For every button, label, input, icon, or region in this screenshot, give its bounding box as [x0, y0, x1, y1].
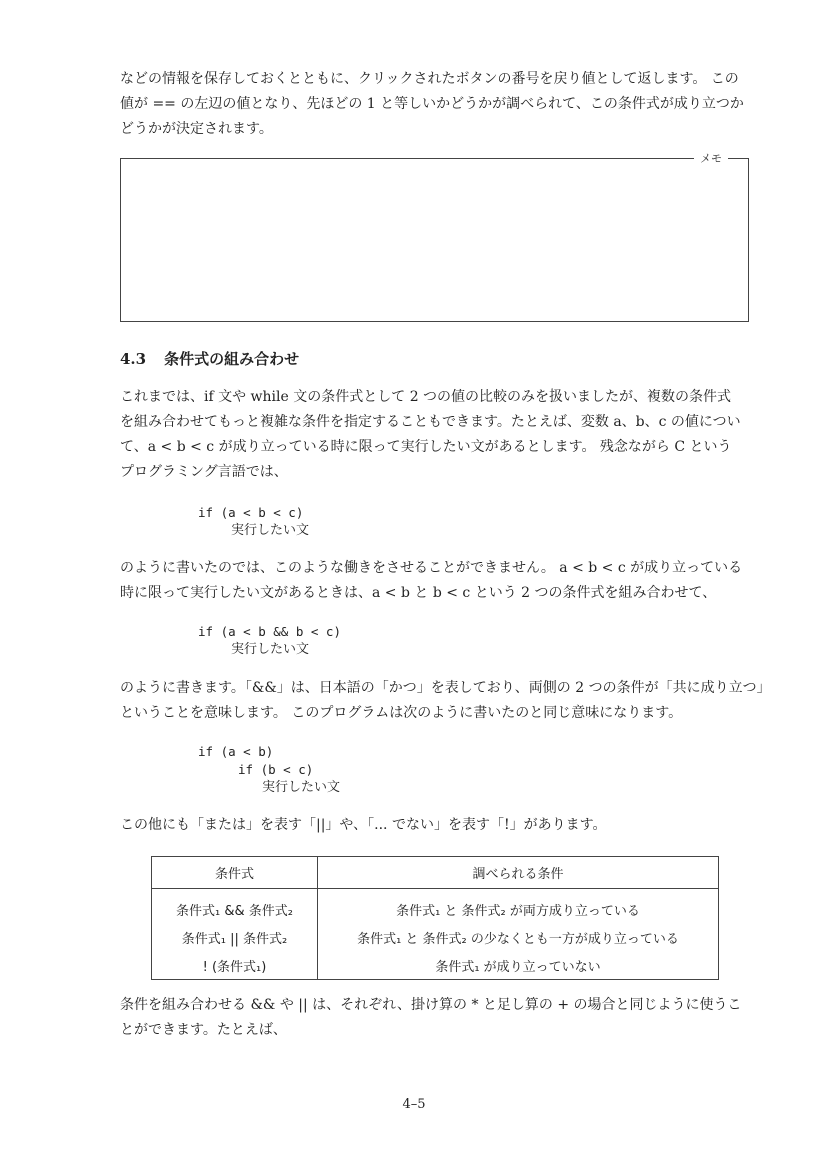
table-header: 条件式 [152, 857, 318, 889]
text-line: て、a < b < c が成り立っている時に限って実行したい文があるとします。 残念ながら C という [120, 439, 732, 455]
code-line: if (a < b && b < c) [198, 624, 341, 639]
text-line: 時に限って実行したい文があるときは、a < b と b < c という 2 つの条件式を組み合わせて、 [120, 585, 717, 601]
code-line: if (a < b) [198, 744, 274, 759]
code-line: if (b < c) [238, 762, 314, 777]
text-line: のように書いたのでは、このような働きをさせることができません。 a < b < c が成り立っている [120, 560, 743, 576]
section-number: 4.3 [120, 350, 147, 368]
code-line: 実行したい文 [262, 780, 341, 795]
code-line: 実行したい文 [231, 523, 310, 538]
paragraph-5 [120, 993, 750, 1043]
paragraph-2 [120, 556, 750, 606]
text-line: この他にも「または」を表す「||」や、「... でない」を表す「!」があります。 [120, 817, 607, 833]
paragraph-3 [120, 676, 771, 726]
memo-label: メモ [694, 150, 728, 166]
table-header: 調べられる条件 [318, 857, 719, 889]
code-block-2 [198, 623, 341, 659]
text-line: 条件を組み合わせる && や || は、それぞれ、掛け算の * と足し算の + の場合と同じように使うこ [120, 997, 742, 1013]
table-cell: 条件式₁ と 条件式₂ が両方成り立っている [318, 889, 719, 924]
table-header-row [152, 857, 719, 889]
text-line: どうかが決定されます。 [120, 121, 273, 137]
code-line: 実行したい文 [231, 642, 310, 657]
code-line: if (a < b < c) [198, 505, 304, 520]
intro-paragraph [120, 67, 750, 142]
table-cell: ! (条件式₁) [152, 951, 318, 980]
text-line: 値が == の左辺の値となり、先ほどの 1 と等しいかどうかが調べられて、この条件式が成り立つか [120, 96, 744, 112]
code-block-3 [198, 743, 340, 797]
table-row [152, 951, 719, 980]
text-line: を組み合わせてもっと複雑な条件を指定することもできます。たとえば、変数 a、b、c の値につい [120, 414, 741, 430]
text-line: ということを意味します。 このプログラムは次のように書いたのと同じ意味になります。 [120, 705, 683, 721]
paragraph-1 [120, 385, 750, 485]
memo-box[interactable] [120, 152, 749, 322]
table-cell: 条件式₁ && 条件式₂ [152, 889, 318, 924]
section-title: 条件式の組み合わせ [164, 350, 300, 368]
table-row [152, 923, 719, 951]
text-line: プログラミング言語では、 [120, 464, 288, 480]
table-cell: 条件式₁ || 条件式₂ [152, 923, 318, 951]
table-cell: 条件式₁ と 条件式₂ の少なくとも一方が成り立っている [318, 923, 719, 951]
section-heading [120, 348, 299, 369]
text-line: これまでは、if 文や while 文の条件式として 2 つの値の比較のみを扱いましたが、複数の条件式 [120, 389, 732, 405]
table-row [152, 889, 719, 924]
text-line: とができます。たとえば、 [120, 1022, 287, 1038]
table-cell: 条件式₁ が成り立っていない [318, 951, 719, 980]
paragraph-4 [120, 813, 750, 838]
page-number: 4–5 [402, 1097, 426, 1112]
code-block-1 [198, 504, 309, 540]
text-line: のように書きます。「&&」は、日本語の「かつ」を表しており、両側の 2 つの条件が「共に成り立つ」 [120, 680, 771, 696]
text-line: などの情報を保存しておくとともに、クリックされたボタンの番号を戻り値として返します。 この [120, 71, 739, 87]
condition-table [151, 856, 719, 980]
